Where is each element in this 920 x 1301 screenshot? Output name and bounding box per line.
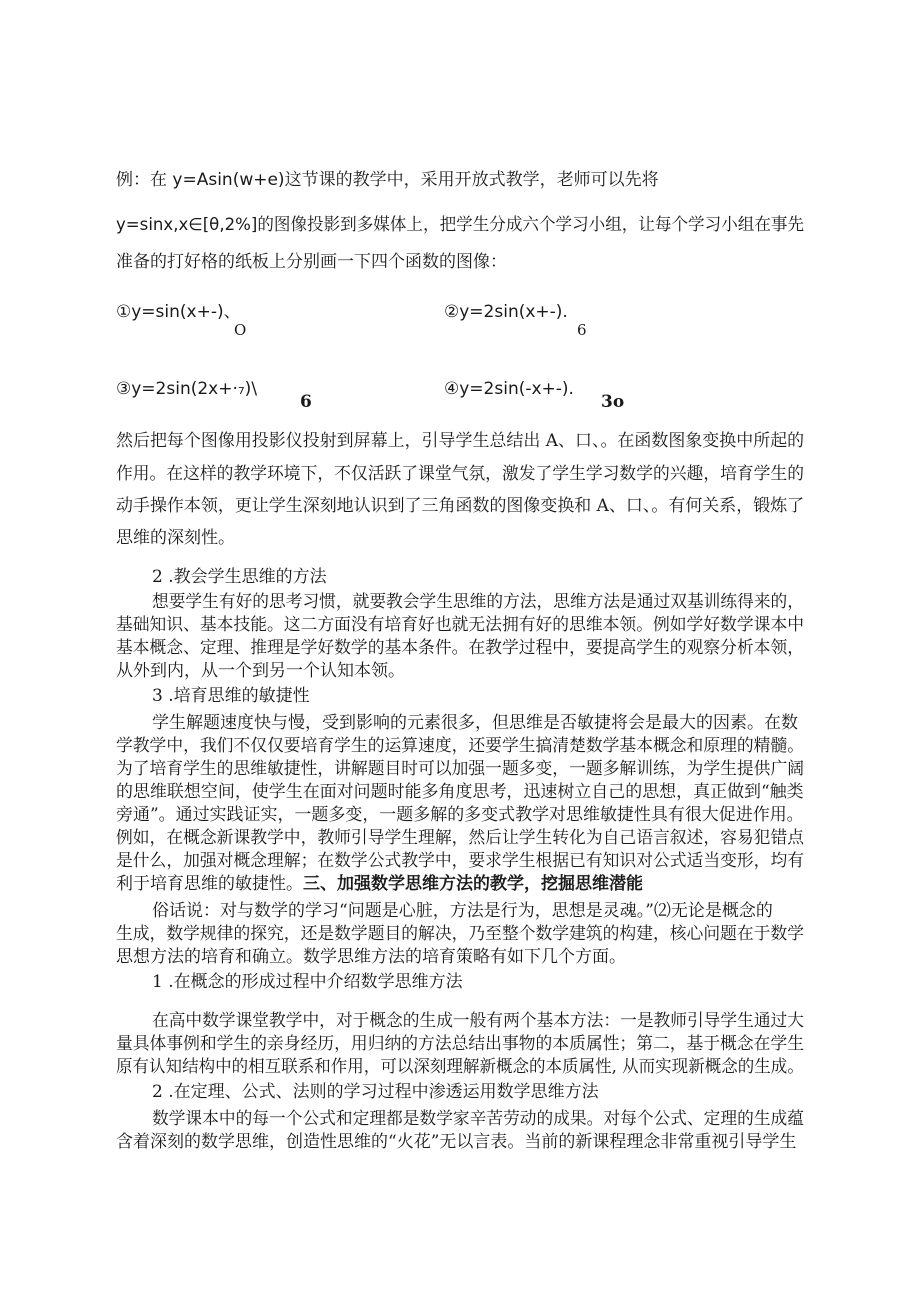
formula-1-subscript: O (234, 321, 247, 339)
section3-line-6: 例如，在概念新课教学中，教师引导学生理解，然后让学生转化为自己语言叙述，容易犯错点 (116, 828, 805, 848)
section3-line-8 (116, 873, 643, 895)
sub2-line-2: 含着深刻的数学思维，创造性思维的“火花”无以言表。当前的新课程理念非常重视引导学生 (116, 1132, 797, 1152)
section3-line-8-text: 利于培育思维的敏捷性。 (116, 874, 303, 894)
section2-line-1: 想要学生有好的思考习惯，就要教会学生思维的方法，思维方法是通过双基训练得来的， (152, 592, 804, 612)
section-three-line-1: 俗话说：对与数学的学习“问题是心脏，方法是行为，思想是灵魂。”⑵无论是概念的 (152, 901, 773, 921)
para1-line-3: 动手操作本领，更让学生深刻地认识到了三角函数的图像变换和 A、口、。有何关系，锻炼了 (116, 496, 805, 516)
section3-line-3: 为了培育学生的思维敏捷性，讲解题目时可以加强一题多变，一题多解训练，为学生提供广阔 (116, 759, 805, 779)
section2-line-4: 从外到内，从一个到另一个认知本领。 (116, 661, 405, 681)
formula-2-subscript: 6 (577, 321, 587, 339)
section3-line-7: 是什么，加强对概念理解；在数学公式教学中，要求学生根据已有知识对公式适当变形，均有 (116, 851, 805, 871)
para1-line-4: 思维的深刻性。 (116, 528, 235, 548)
formula-3-subscript: 6 (300, 392, 312, 412)
intro-line-2: y=sinx,x∈[θ,2%]的图像投影到多媒体上，把学生分成六个学习小组，让每个学习小组在事先 (116, 215, 805, 235)
section3-line-5: 旁通”。通过实践证实，一题多变，一题多解的多变式教学对思维敏捷性具有很大促进作用。 (116, 805, 804, 825)
formula-4-subscript: 3o (601, 392, 625, 412)
section3-line-1: 学生解题速度快与慢，受到影响的元素很多，但思维是否敏捷将会是最大的因素。在数 (152, 713, 798, 733)
formula-4: ④y=2sin(-x+-). (444, 379, 574, 399)
sub2-line-1: 数学课本中的每一个公式和定理都是数学家辛苦劳动的成果。对每个公式、定理的生成蕴 (152, 1109, 804, 1129)
formula-2: ②y=2sin(x+-). (444, 302, 568, 322)
intro-line-3: 准备的打好格的纸板上分别画一下四个函数的图像： (116, 252, 507, 272)
section3-heading: 3 .培育思维的敏捷性 (152, 686, 310, 706)
sub1-line-3: 原有认知结构中的相互联系和作用，可以深刻理解新概念的本质属性, 从而实现新概念的生成。 (116, 1057, 804, 1077)
sub1-heading: 1 .在概念的形成过程中介绍数学思维方法 (152, 972, 463, 992)
sub1-line-2: 量具体事例和学生的亲身经历，用归纳的方法总结出事物的本质属性；第二，基于概念在学生 (116, 1034, 805, 1054)
para1-line-1: 然后把每个图像用投影仪投射到屏幕上，引导学生总结出 A、口、。在函数图象变换中所起的 (116, 431, 805, 451)
para1-line-2: 作用。在这样的教学环境下，不仅活跃了课堂气氛，激发了学生学习数学的兴趣，培育学生的 (116, 464, 805, 484)
section2-heading: 2 .教会学生思维的方法 (152, 567, 327, 587)
section2-line-3: 基本概念、定理、推理是学好数学的基本条件。在教学过程中，要提高学生的观察分析本领， (116, 638, 805, 658)
sub2-heading: 2 .在定理、公式、法则的学习过程中渗透运用数学思维方法 (152, 1082, 599, 1102)
section-three-heading: 三、加强数学思维方法的教学，挖掘思维潜能 (303, 874, 643, 894)
section2-line-2: 基础知识、基本技能。这二方面没有培育好也就无法拥有好的思维本领。例如学好数学课本中 (116, 615, 805, 635)
formula-3: ③y=2sin(2x+·₇)\ (116, 379, 258, 399)
section-three-line-2: 生成，数学规律的探究，还是数学题目的解决，乃至整个数学建筑的构建，核心问题在于数学 (116, 924, 805, 944)
sub1-line-1: 在高中数学课堂教学中，对于概念的生成一般有两个基本方法：一是教师引导学生通过大 (152, 1011, 804, 1031)
section-three-line-3: 思想方法的培育和确立。数学思维方法的培育策略有如下几个方面。 (116, 947, 626, 967)
formula-1: ①y=sin(x+-)、 (116, 302, 241, 322)
section3-line-2: 学教学中，我们不仅仅要培育学生的运算速度，还要学生搞清楚数学基本概念和原理的精髓。 (116, 736, 805, 756)
intro-line-1: 例：在 y=Asin(w+e)这节课的教学中，采用开放式教学，老师可以先将 (116, 170, 659, 190)
section3-line-4: 的思维联想空间，使学生在面对问题时能多角度思考，迅速树立自己的思想，真正做到“触类 (116, 782, 804, 802)
